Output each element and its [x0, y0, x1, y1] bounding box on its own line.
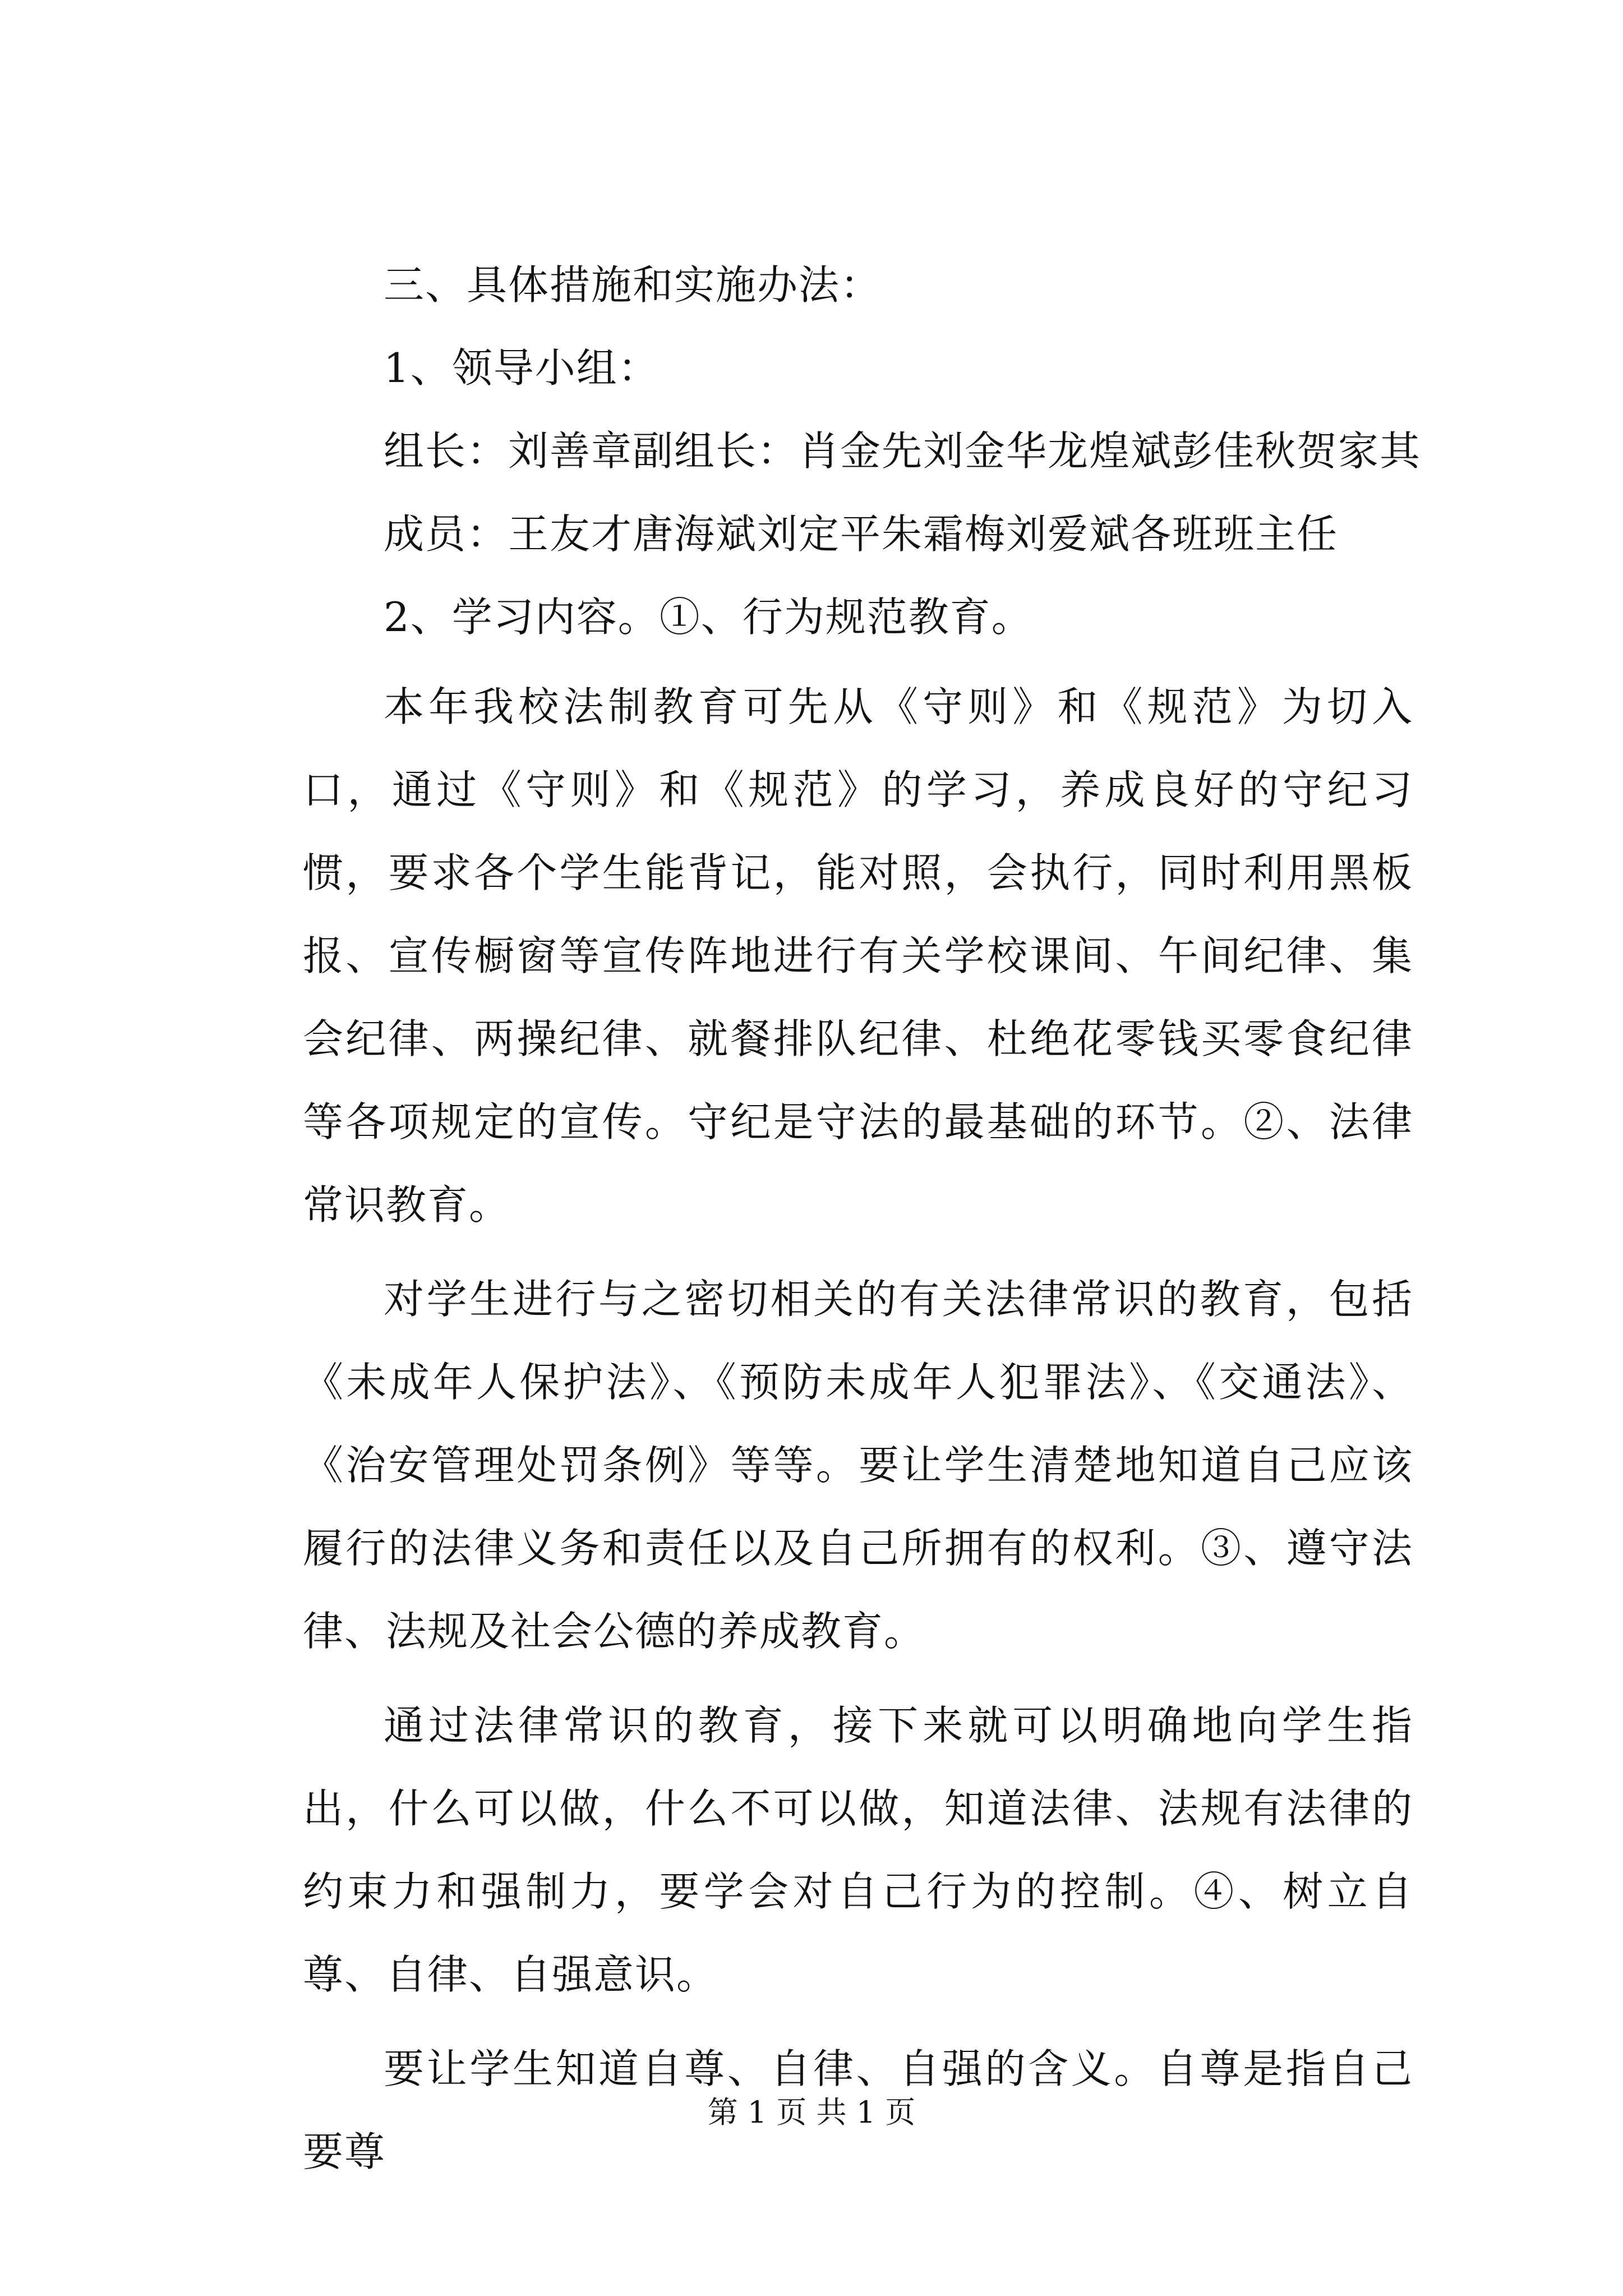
page-footer: 第 1 页 共 1 页	[707, 2095, 916, 2130]
section-heading: 三、具体措施和实施办法：	[384, 261, 882, 309]
group-leader-line: 组长：刘善章副组长：肖金先刘金华龙煌斌彭佳秋贺家其	[384, 427, 1422, 475]
subsection-leadership-group: 1、领导小组：	[384, 344, 660, 392]
paragraph-code-of-conduct: 本年我校法制教育可先从《守则》和《规范》为切入口，通过《守则》和《规范》的学习，养成良好的守纪习惯，要求各个学生能背记，能对照，会执行，同时利用黑板报、宣传橱窗等宣传阵地进行有关学校课间、午间纪律、集会纪律、两操纪律、就餐排队纪律、杜绝花零钱买零食纪律等各项规定的宣传。守纪是守法的最基础的环节。②、法律常识教育。	[303, 683, 1413, 1228]
paragraph-law-abiding: 通过法律常识的教育，接下来就可以明确地向学生指出，什么可以做，什么不可以做，知道法律、法规有法律的约束力和强制力，要学会对自己行为的控制。④、树立自尊、自律、自强意识。	[303, 1702, 1413, 1998]
group-members-line: 成员：王友才唐海斌刘定平朱霜梅刘爱斌各班班主任	[384, 510, 1339, 558]
paragraph-legal-knowledge: 对学生进行与之密切相关的有关法律常识的教育，包括《未成年人保护法》、《预防未成年人犯罪法》、《交通法》、《治安管理处罚条例》等等。要让学生清楚地知道自己应该履行的法律义务和责任以及自己所拥有的权利。③、遵守法律、法规及社会公德的养成教育。	[303, 1276, 1413, 1655]
paragraph-self-respect: 要让学生知道自尊、自律、自强的含义。自尊是指自己要尊	[303, 2045, 1413, 2175]
study-content-line: 2、学习内容。①、行为规范教育。	[384, 593, 1033, 641]
document-body	[303, 254, 1422, 2193]
